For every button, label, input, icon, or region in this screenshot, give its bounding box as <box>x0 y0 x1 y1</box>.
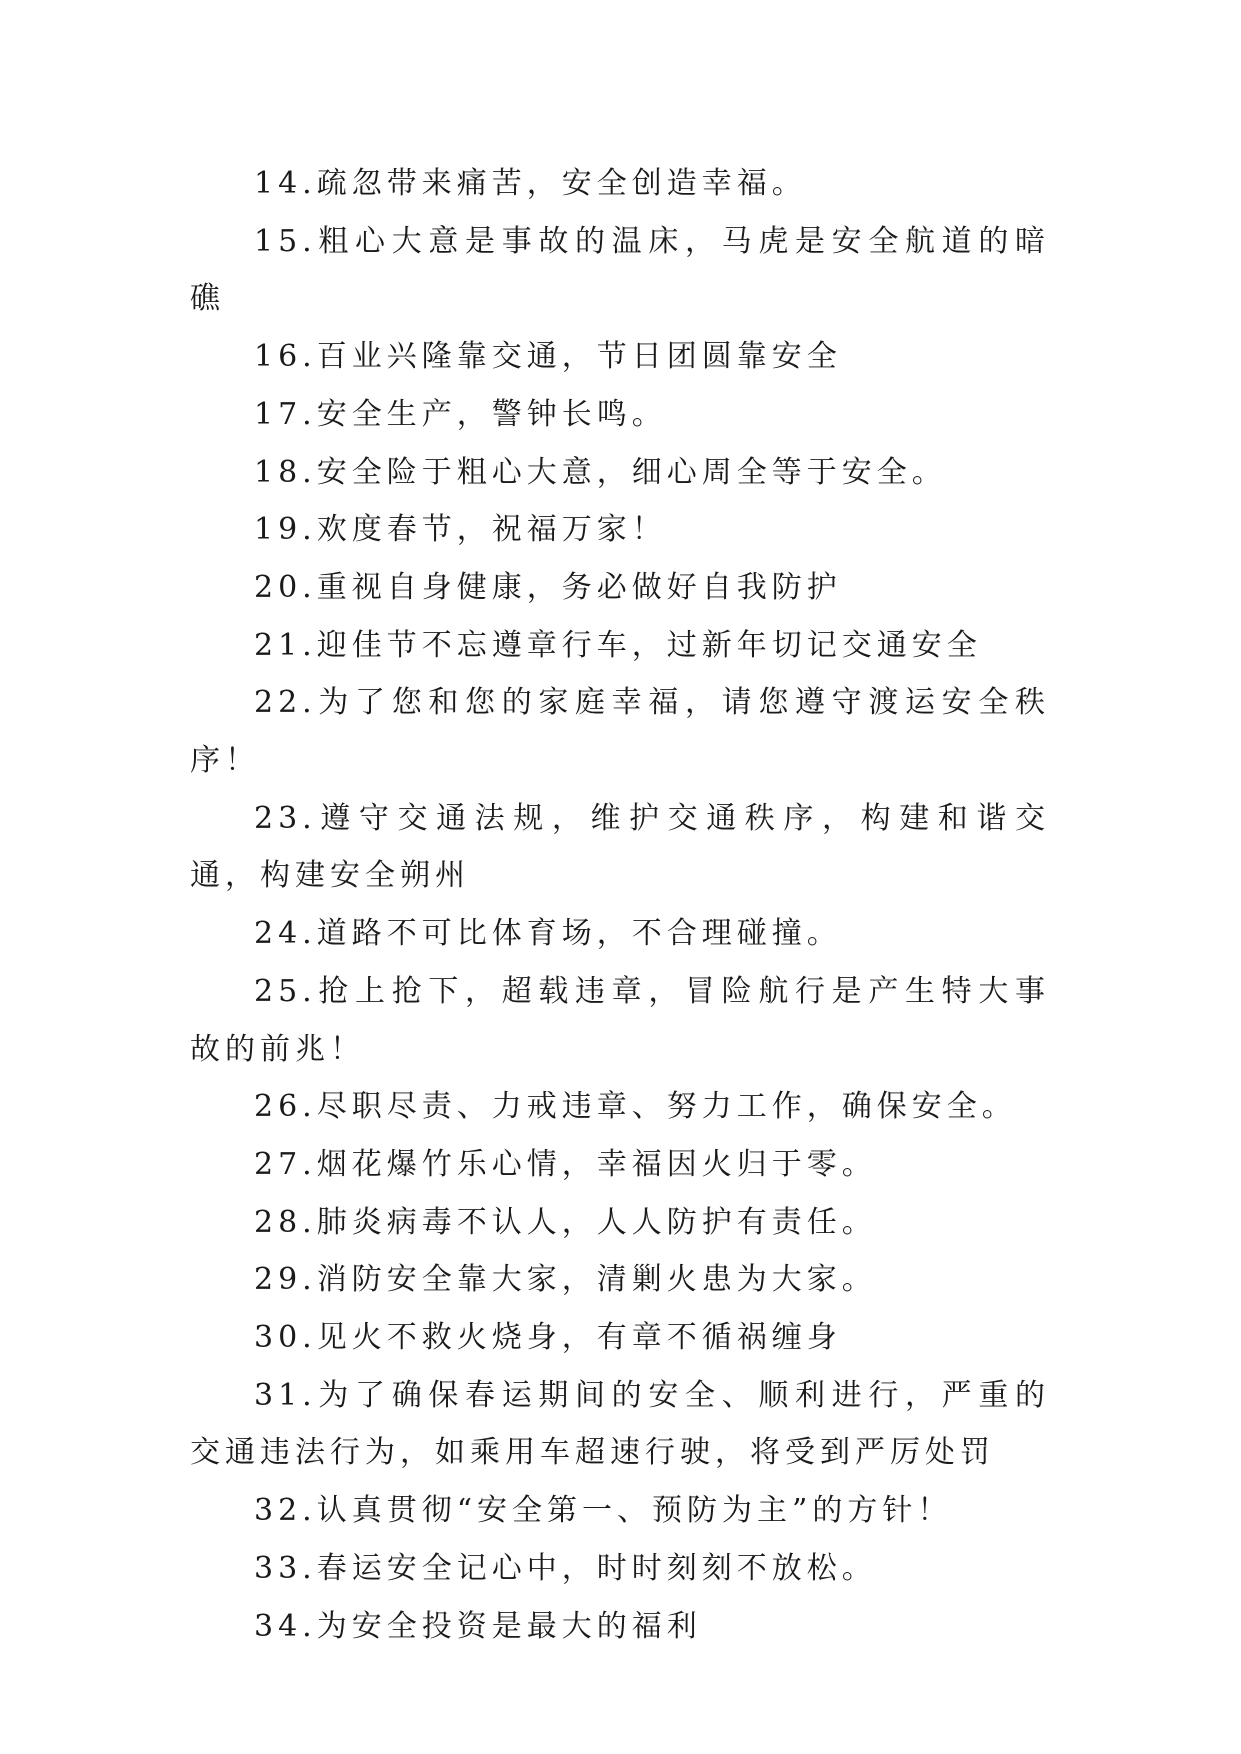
list-item: 16.百业兴隆靠交通，节日团圆靠安全 <box>254 339 842 375</box>
list-item: 34.为安全投资是最大的福利 <box>254 1608 702 1644</box>
list-item: 23.遵守交通法规，维护交通秩序，构建和谐交通，构建安全朔州 <box>190 800 1050 894</box>
list-item: 14.疏忽带来痛苦，安全创造幸福。 <box>254 166 807 201</box>
list-item: 29.消防安全靠大家，清剿火患为大家。 <box>254 1262 877 1298</box>
list-item: 31.为了确保春运期间的安全、顺利进行，严重的交通违法行为，如乘用车超速行驶，将受到严厉处罚 <box>190 1377 1050 1471</box>
list-item: 28.肺炎病毒不认人，人人防护有责任。 <box>254 1204 877 1240</box>
list-item: 22.为了您和您的家庭幸福，请您遵守渡运安全秩序！ <box>190 685 1050 779</box>
list-item: 15.粗心大意是事故的温床，马虎是安全航道的暗礁 <box>190 223 1050 317</box>
list-item: 19.欢度春节，祝福万家！ <box>254 512 667 548</box>
list-item: 26.尽职尽责、力戒违章、努力工作，确保安全。 <box>254 1089 1017 1125</box>
list-item: 17.安全生产，警钟长鸣。 <box>254 396 667 432</box>
list-item: 20.重视自身健康，务必做好自我防护 <box>254 569 842 605</box>
list-item: 24.道路不可比体育场，不合理碰撞。 <box>254 916 842 952</box>
list-item: 25.抢上抢下，超载违章，冒险航行是产生特大事故的前兆！ <box>190 973 1050 1067</box>
list-item: 21.迎佳节不忘遵章行车，过新年切记交通安全 <box>254 627 982 663</box>
list-item: 30.见火不救火烧身，有章不循祸缠身 <box>254 1320 842 1356</box>
list-item: 32.认真贯彻“安全第一、预防为主”的方针！ <box>254 1493 953 1529</box>
list-item: 33.春运安全记心中，时时刻刻不放松。 <box>254 1550 877 1586</box>
list-item: 18.安全险于粗心大意，细心周全等于安全。 <box>254 454 947 490</box>
list-item: 27.烟花爆竹乐心情，幸福因火归于零。 <box>254 1146 877 1182</box>
document-body <box>190 155 1050 1655</box>
